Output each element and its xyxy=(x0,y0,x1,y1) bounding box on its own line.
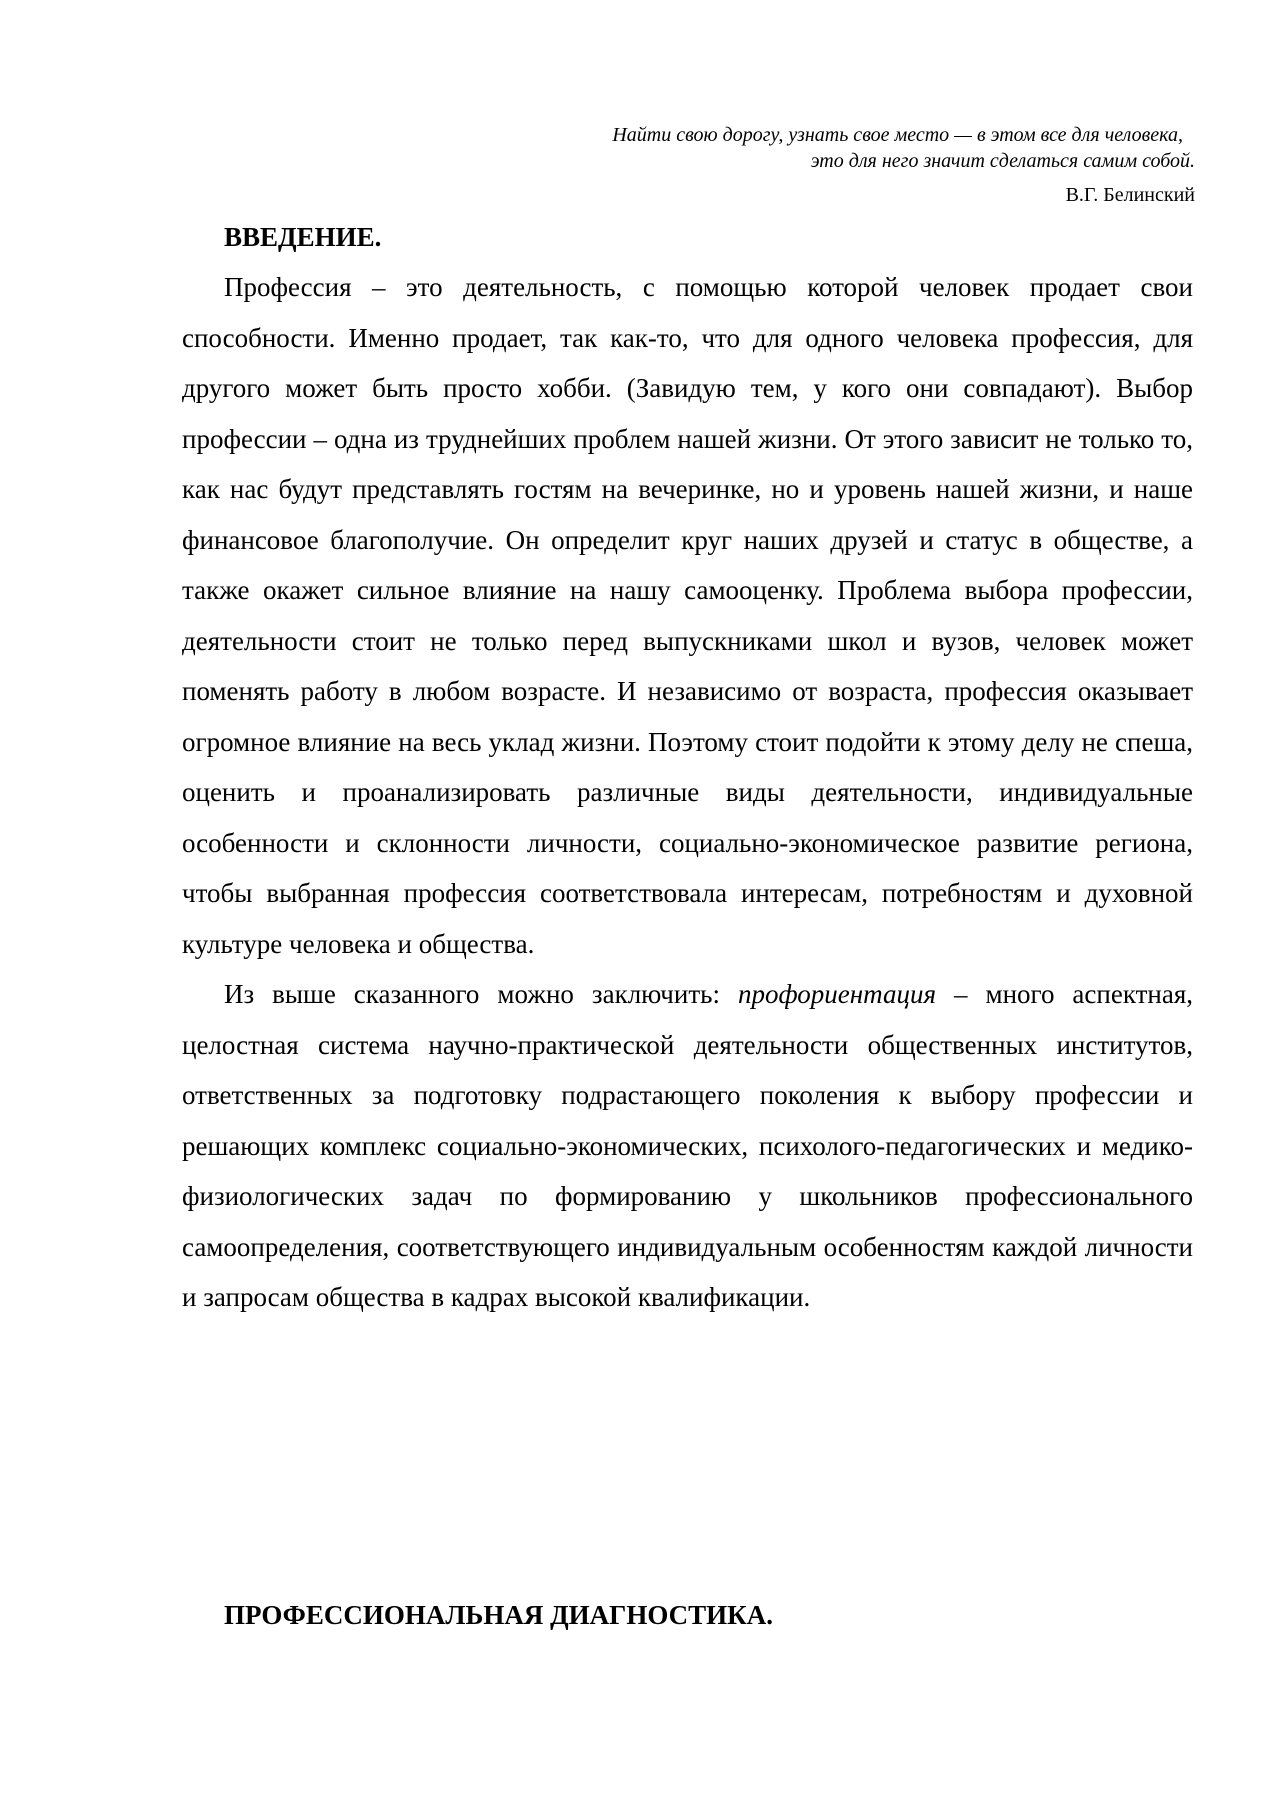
document-body xyxy=(182,212,1193,1323)
paragraph-2-rest: – много аспектная, целостная система научно-практической деятельности общественных институтов, ответственных за подготовку подрастающего поколения к выбору профессии и решающих комплекс социально-экономических, психолого-педагогических и медико-физиологических задач по формированию у школьников профессионального самоопределения, соответствующего индивидуальным особенностям каждой личности и запросам общества в кадрах высокой квалификации. xyxy=(182,979,1193,1312)
epigraph-author: В.Г. Белинский xyxy=(1065,184,1195,206)
intro-paragraph-2 xyxy=(182,969,1193,1323)
intro-paragraph-1: Профессия – это деятельность, с помощью которой человек продает свои способности. Именно продает, так как-то, что для одного человека профессия, для другого может быть просто хобби. (Завидую тем, у кого они совпадают). Выбор профессии – одна из труднейших проблем нашей жизни. От этого зависит не только то, как нас будут представлять гостям на вечеринке, но и уровень нашей жизни, и наше финансовое благополучие. Он определит круг наших друзей и статус в обществе, а также окажет сильное влияние на нашу самооценку. Проблема выбора профессии, деятельности стоит не только перед выпускниками школ и вузов, человек может поменять работу в любом возрасте. И независимо от возраста, профессия оказывает огромное влияние на весь уклад жизни. Поэтому стоит подойти к этому делу не спеша, оценить и проанализировать различные виды деятельности, индивидуальные особенности и склонности личности, социально-экономическое развитие региона, чтобы выбранная профессия соответствовала интересам, потребностям и духовной культуре человека и общества. xyxy=(182,272,1193,959)
intro-heading: ВВЕДЕНИЕ. xyxy=(224,222,382,252)
epigraph-line-2: это для него значит сделаться самим собой. xyxy=(810,150,1195,172)
epigraph xyxy=(395,122,1195,208)
section-heading-diagnostics: ПРОФЕССИОНАЛЬНАЯ ДИАГНОСТИКА. xyxy=(224,1600,774,1630)
paragraph-2-start: Из выше сказанного можно заключить: xyxy=(224,979,738,1009)
term-proforientation: профориентация xyxy=(737,979,937,1009)
epigraph-line-1: Найти свою дорогу, узнать свое место — в этом все для человека, xyxy=(612,124,1183,146)
